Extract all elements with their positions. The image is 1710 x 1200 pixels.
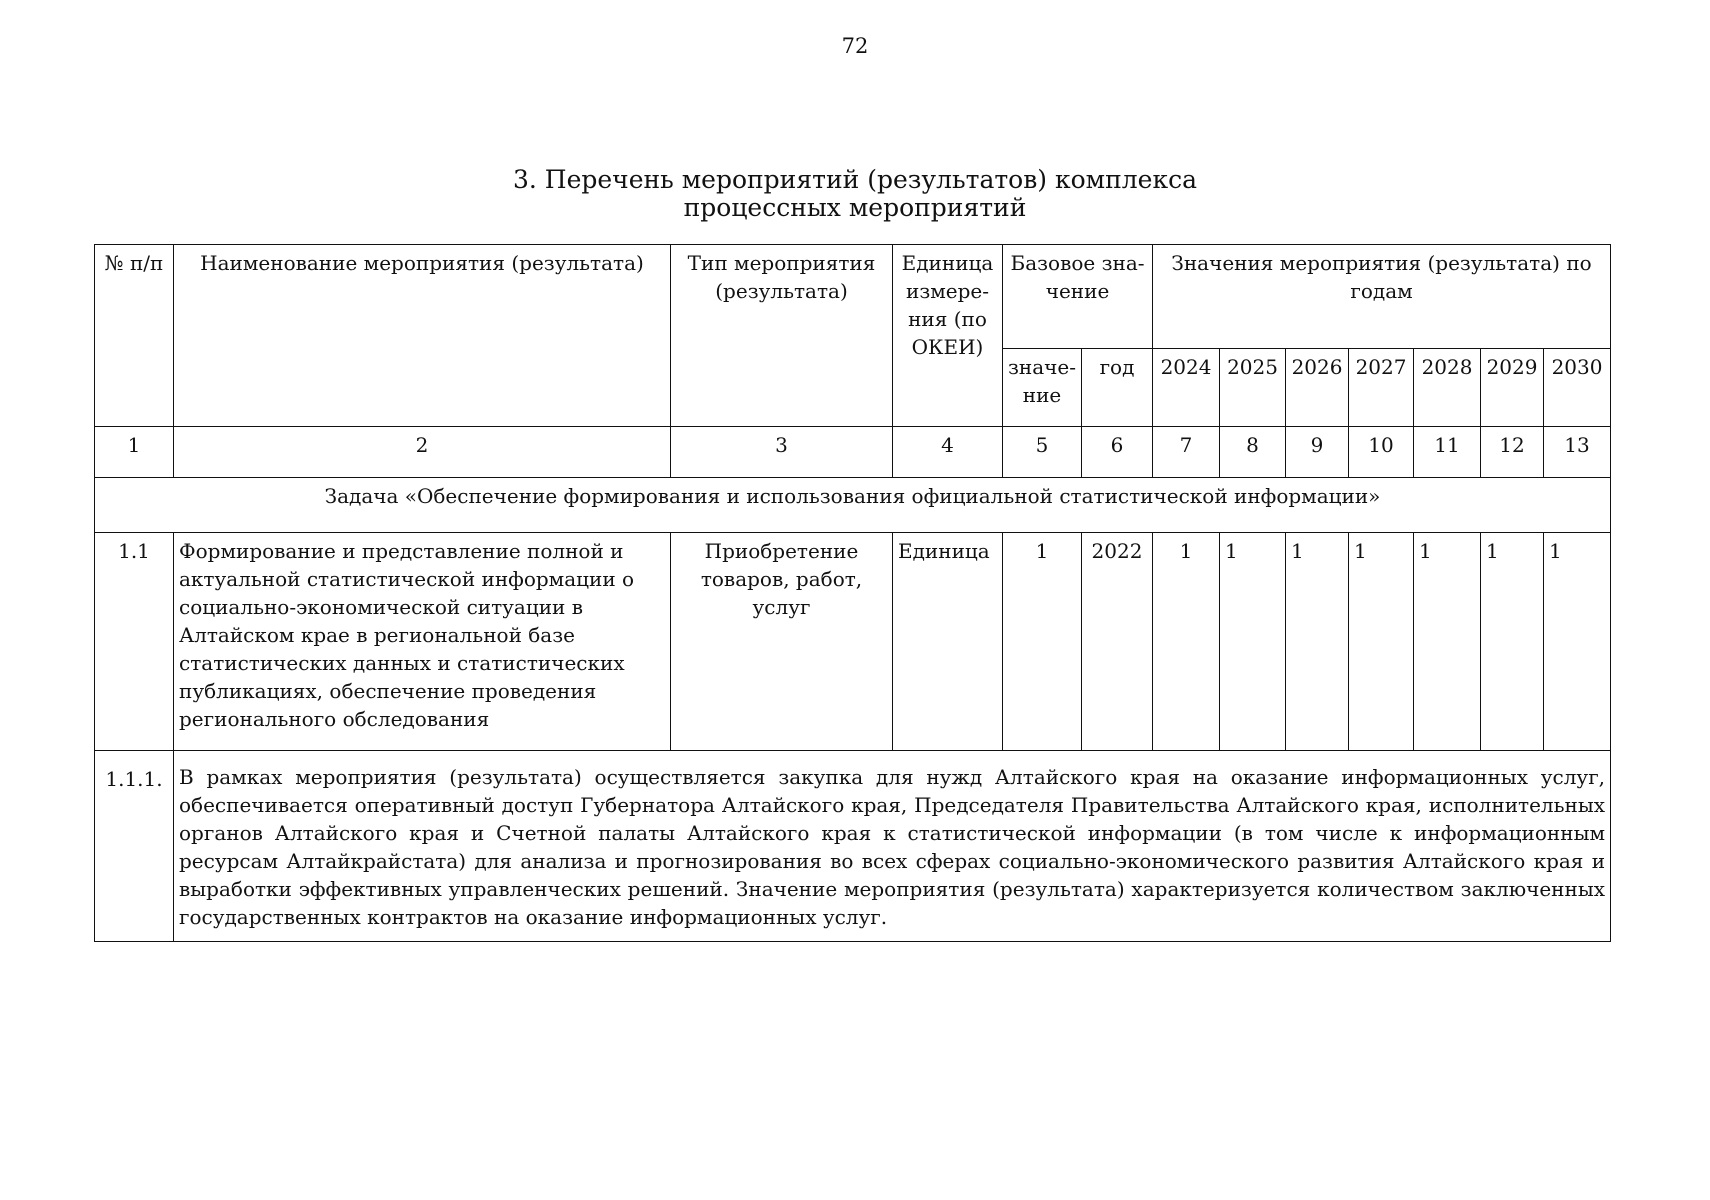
row-value-2025: 1 [1220,533,1286,751]
row-name: Формирование и представление полной и актуальной статистической информации о социально-экономической ситуации в Алтайском крае в региональной базе статистических данных и статистических публикациях, обеспечение проведения регионального обследования [174,533,671,751]
column-number: 3 [671,427,893,478]
header-year-2024: 2024 [1153,349,1220,427]
column-number: 1 [95,427,174,478]
row-base-value: 1 [1003,533,1082,751]
column-number: 13 [1544,427,1611,478]
document-title [0,166,1710,222]
header-year-2028: 2028 [1414,349,1481,427]
note-text: В рамках мероприятия (результата) осуществляется закупка для нужд Алтайского края на оказание информационных услуг, обеспечивается оперативный доступ Губернатора Алтайского края, Председателя Правительства Алтайского края, исполнительных органов Алтайского края и Счетной палаты Алтайского края к статистической информации (в том числе к информационным ресурсам Алтайкрайстата) для анализа и прогнозирования во всех сферах социально-экономического развития Алтайского края и выработки эффективных управленческих решений. Значение мероприятия (результата) характеризуется количеством заключенных государственных контрактов на оказание информационных услуг. [174,751,1611,942]
header-year-2025: 2025 [1220,349,1286,427]
task-row [95,478,1611,533]
row-value-2026: 1 [1286,533,1349,751]
column-number: 9 [1286,427,1349,478]
header-name: Наименование мероприятия (результата) [174,245,671,427]
page-number: 72 [841,34,869,58]
column-number: 10 [1349,427,1414,478]
header-base-value: значе-ние [1003,349,1082,427]
row-value-2027: 1 [1349,533,1414,751]
row-value-2024: 1 [1153,533,1220,751]
header-years: Значения мероприятия (результата) по годам [1153,245,1611,349]
header-year-2027: 2027 [1349,349,1414,427]
task-title: Задача «Обеспечение формирования и использования официальной статистической информации» [95,478,1611,533]
title-line-2: процессных мероприятий [683,193,1027,222]
table-row [95,533,1611,751]
note-row [95,751,1611,942]
column-number: 12 [1481,427,1544,478]
note-number: 1.1.1. [95,751,174,942]
header-type: Тип мероприятия (результата) [671,245,893,427]
header-row-1 [95,245,1611,349]
row-number: 1.1 [95,533,174,751]
header-year-2026: 2026 [1286,349,1349,427]
header-unit: Единица измере-ния (по ОКЕИ) [893,245,1003,427]
column-number: 4 [893,427,1003,478]
column-number: 6 [1082,427,1153,478]
header-year-2029: 2029 [1481,349,1544,427]
column-number: 5 [1003,427,1082,478]
column-number: 2 [174,427,671,478]
column-number: 11 [1414,427,1481,478]
column-number: 8 [1220,427,1286,478]
header-base: Базовое зна-чение [1003,245,1153,349]
title-line-1: 3. Перечень мероприятий (результатов) комплекса [512,165,1197,194]
row-base-year: 2022 [1082,533,1153,751]
header-number: № п/п [95,245,174,427]
header-base-year: год [1082,349,1153,427]
row-value-2030: 1 [1544,533,1611,751]
row-type: Приобретение товаров, работ, услуг [671,533,893,751]
row-value-2028: 1 [1414,533,1481,751]
column-numbers-row [95,427,1611,478]
header-year-2030: 2030 [1544,349,1611,427]
column-number: 7 [1153,427,1220,478]
measures-table [94,244,1611,942]
row-unit: Единица [893,533,1003,751]
row-value-2029: 1 [1481,533,1544,751]
